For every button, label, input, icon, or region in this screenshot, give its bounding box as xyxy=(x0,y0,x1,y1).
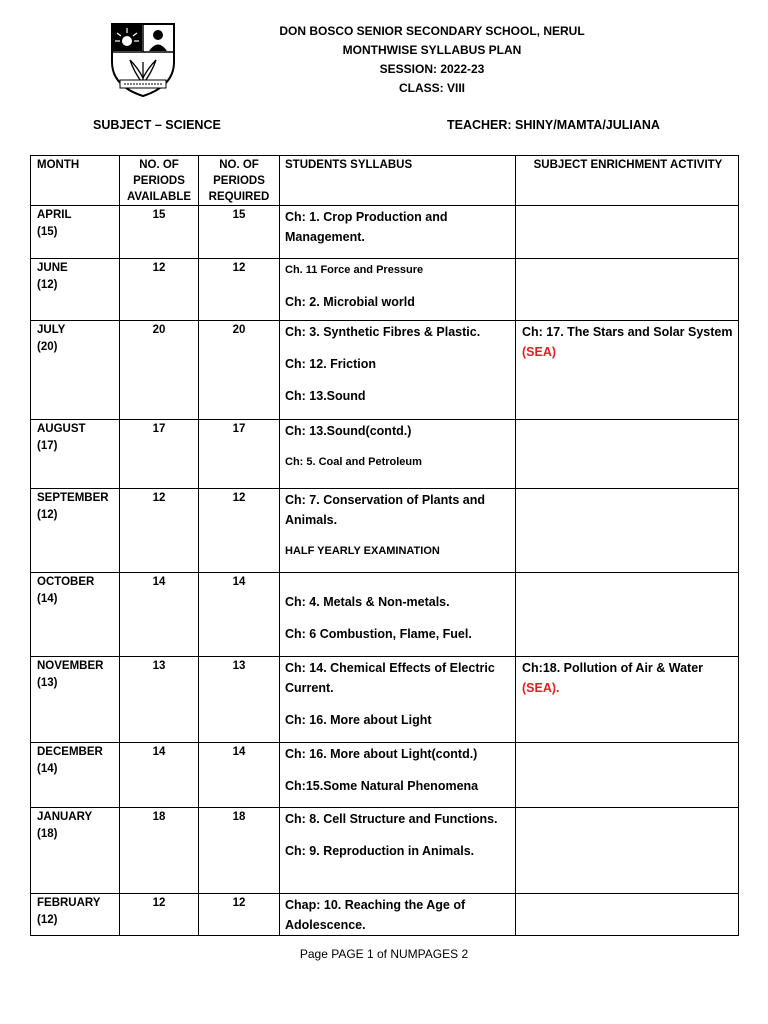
periods-required-cell xyxy=(199,489,280,573)
periods-available-value: 17 xyxy=(152,423,166,435)
header-periods-required: NO. OF PERIODS REQUIRED xyxy=(199,156,280,206)
periods-required-value: 14 xyxy=(232,576,246,588)
table-row xyxy=(31,206,739,259)
month-period-count: (20) xyxy=(37,341,58,353)
syllabus-cell xyxy=(280,573,516,657)
table-row xyxy=(31,657,739,743)
syllabus-chapter: Ch: 12. Friction xyxy=(285,357,376,371)
syllabus-chapter: Ch: 16. More about Light xyxy=(285,713,432,727)
month-cell xyxy=(31,489,120,573)
syllabus-chapter: Ch: 1. Crop Production and Management. xyxy=(285,210,448,244)
periods-available-cell xyxy=(120,420,199,489)
school-name: DON BOSCO SENIOR SECONDARY SCHOOL, NERUL xyxy=(279,24,585,38)
enrichment-activity-cell xyxy=(516,894,739,936)
month-name: JULY xyxy=(37,324,66,336)
teacher-label: TEACHER: SHINY/MAMTA/JULIANA xyxy=(447,118,660,132)
syllabus-chapter: Ch: 16. More about Light(contd.) xyxy=(285,747,478,761)
periods-required-cell xyxy=(199,657,280,743)
syllabus-chapter: Ch: 8. Cell Structure and Functions. xyxy=(285,812,498,826)
month-name: OCTOBER xyxy=(37,576,95,588)
month-cell xyxy=(31,420,120,489)
periods-available-cell xyxy=(120,657,199,743)
periods-required-value: 13 xyxy=(232,660,246,672)
periods-required-value: 12 xyxy=(232,262,246,274)
activity-text: Ch: 17. The Stars and Solar System xyxy=(522,325,733,339)
periods-required-cell xyxy=(199,743,280,808)
syllabus-cell xyxy=(280,894,516,936)
month-period-count: (12) xyxy=(37,509,58,521)
syllabus-chapter: Ch:15.Some Natural Phenomena xyxy=(285,779,479,793)
month-name: FEBRUARY xyxy=(37,897,101,909)
month-cell xyxy=(31,743,120,808)
enrichment-activity-cell xyxy=(516,206,739,259)
syllabus-table xyxy=(30,155,739,936)
periods-available-cell xyxy=(120,808,199,894)
periods-available-cell xyxy=(120,894,199,936)
sea-tag: (SEA). xyxy=(522,681,560,695)
periods-available-value: 14 xyxy=(152,746,166,758)
periods-required-value: 15 xyxy=(232,209,246,221)
periods-required-value: 14 xyxy=(232,746,246,758)
month-cell xyxy=(31,259,120,321)
periods-available-value: 20 xyxy=(152,324,166,336)
month-name: AUGUST xyxy=(37,423,86,435)
syllabus-chapter: Ch: 2. Microbial world xyxy=(285,295,415,309)
month-name: DECEMBER xyxy=(37,746,103,758)
header-periods-available: NO. OF PERIODS AVAILABLE xyxy=(120,156,199,206)
month-cell xyxy=(31,206,120,259)
syllabus-chapter: Ch. 11 Force and Pressure xyxy=(285,264,424,276)
periods-required-cell xyxy=(199,321,280,420)
month-cell xyxy=(31,894,120,936)
enrichment-activity-cell xyxy=(516,321,739,420)
month-period-count: (15) xyxy=(37,226,58,238)
table-header-row xyxy=(31,156,739,206)
table-row xyxy=(31,573,739,657)
periods-available-value: 12 xyxy=(152,492,166,504)
month-period-count: (18) xyxy=(37,828,58,840)
table-row xyxy=(31,259,739,321)
table-row xyxy=(31,743,739,808)
school-crest-logo xyxy=(110,22,176,98)
periods-available-value: 14 xyxy=(152,576,166,588)
syllabus-chapter: HALF YEARLY EXAMINATION xyxy=(285,545,440,557)
document-header xyxy=(230,22,634,98)
activity-text: Ch:18. Pollution of Air & Water xyxy=(522,661,704,675)
periods-required-cell xyxy=(199,894,280,936)
periods-available-value: 15 xyxy=(152,209,166,221)
month-name: APRIL xyxy=(37,209,72,221)
table-row xyxy=(31,420,739,489)
periods-available-cell xyxy=(120,743,199,808)
syllabus-chapter: Ch: 14. Chemical Effects of Electric Current. xyxy=(285,661,495,695)
syllabus-cell xyxy=(280,743,516,808)
syllabus-chapter: Ch: 9. Reproduction in Animals. xyxy=(285,844,475,858)
syllabus-chapter: Ch: 6 Combustion, Flame, Fuel. xyxy=(285,627,472,641)
periods-available-value: 12 xyxy=(152,262,166,274)
header-enrichment-activity: SUBJECT ENRICHMENT ACTIVITY xyxy=(516,156,739,206)
syllabus-cell xyxy=(280,489,516,573)
month-period-count: (13) xyxy=(37,677,58,689)
periods-available-cell xyxy=(120,206,199,259)
periods-available-value: 18 xyxy=(152,811,166,823)
enrichment-activity-cell xyxy=(516,259,739,321)
enrichment-activity-cell xyxy=(516,657,739,743)
periods-required-value: 12 xyxy=(232,492,246,504)
syllabus-cell xyxy=(280,420,516,489)
month-period-count: (14) xyxy=(37,593,58,605)
table-row xyxy=(31,321,739,420)
month-period-count: (12) xyxy=(37,914,58,926)
syllabus-chapter: Ch: 4. Metals & Non-metals. xyxy=(285,595,450,609)
syllabus-chapter: Ch: 13.Sound(contd.) xyxy=(285,424,412,438)
periods-required-cell xyxy=(199,808,280,894)
periods-available-value: 12 xyxy=(152,897,166,909)
syllabus-chapter: Ch: 3. Synthetic Fibres & Plastic. xyxy=(285,325,481,339)
plan-title: MONTHWISE SYLLABUS PLAN xyxy=(342,43,522,57)
header-month: MONTH xyxy=(31,156,120,206)
periods-required-value: 17 xyxy=(232,423,246,435)
enrichment-activity-cell xyxy=(516,573,739,657)
month-cell xyxy=(31,321,120,420)
syllabus-cell xyxy=(280,206,516,259)
syllabus-cell xyxy=(280,657,516,743)
periods-available-cell xyxy=(120,259,199,321)
month-name: JANUARY xyxy=(37,811,93,823)
subject-label: SUBJECT – SCIENCE xyxy=(93,118,221,132)
periods-required-cell xyxy=(199,259,280,321)
syllabus-chapter: Ch: 7. Conservation of Plants and Animals. xyxy=(285,493,486,527)
month-period-count: (12) xyxy=(37,279,58,291)
enrichment-activity-cell xyxy=(516,743,739,808)
month-cell xyxy=(31,657,120,743)
enrichment-activity-cell xyxy=(516,808,739,894)
periods-required-value: 20 xyxy=(232,324,246,336)
syllabus-chapter: Chap: 10. Reaching the Age of Adolescence. xyxy=(285,898,466,932)
syllabus-chapter: Ch: 13.Sound xyxy=(285,389,366,403)
periods-available-cell xyxy=(120,321,199,420)
syllabus-chapter: Ch: 5. Coal and Petroleum xyxy=(285,456,422,468)
month-name: JUNE xyxy=(37,262,68,274)
month-name: NOVEMBER xyxy=(37,660,104,672)
sea-tag: (SEA) xyxy=(522,345,557,359)
class-label: CLASS: VIII xyxy=(398,81,465,95)
page-footer: Page PAGE 1 of NUMPAGES 2 xyxy=(299,947,469,961)
month-period-count: (17) xyxy=(37,440,58,452)
table-row xyxy=(31,808,739,894)
month-cell xyxy=(31,808,120,894)
month-name: SEPTEMBER xyxy=(37,492,109,504)
periods-available-cell xyxy=(120,573,199,657)
periods-required-cell xyxy=(199,206,280,259)
periods-required-value: 18 xyxy=(232,811,246,823)
session-label: SESSION: 2022-23 xyxy=(379,62,485,76)
enrichment-activity-cell xyxy=(516,420,739,489)
syllabus-cell xyxy=(280,808,516,894)
syllabus-cell xyxy=(280,321,516,420)
periods-available-value: 13 xyxy=(152,660,166,672)
enrichment-activity-cell xyxy=(516,489,739,573)
header-students-syllabus: STUDENTS SYLLABUS xyxy=(280,156,516,206)
syllabus-cell xyxy=(280,259,516,321)
month-period-count: (14) xyxy=(37,763,58,775)
month-cell xyxy=(31,573,120,657)
table-row xyxy=(31,894,739,936)
periods-available-cell xyxy=(120,489,199,573)
periods-required-cell xyxy=(199,573,280,657)
periods-required-value: 12 xyxy=(232,897,246,909)
periods-required-cell xyxy=(199,420,280,489)
table-row xyxy=(31,489,739,573)
